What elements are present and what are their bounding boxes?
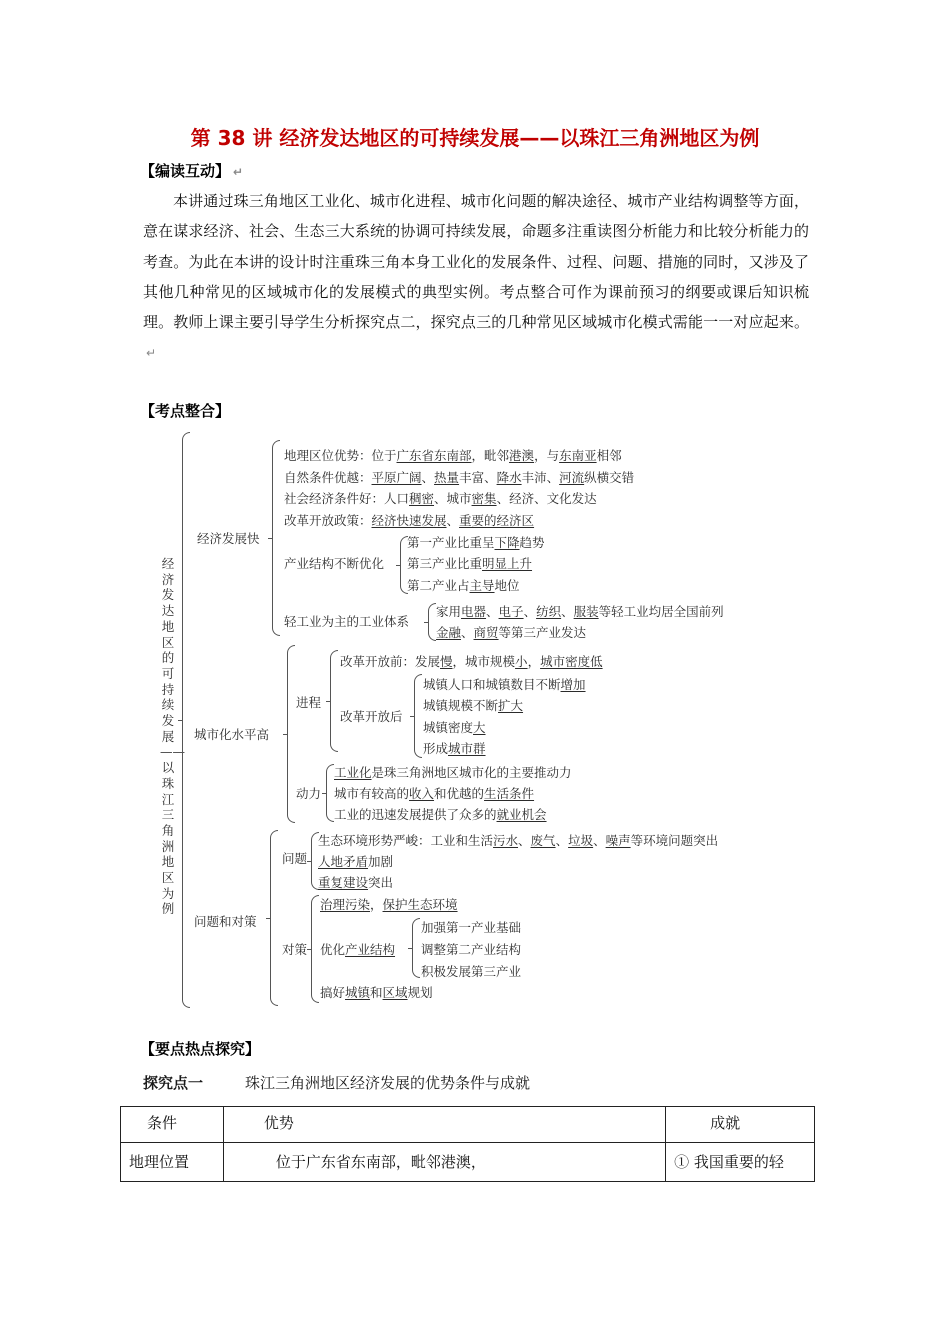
page-title: 第 38 讲 经济发达地区的可持续发展——以珠江三角洲地区为例 <box>190 126 760 150</box>
table-header-cell: 优势 <box>223 1107 665 1143</box>
intro-text: 本讲通过珠三角地区工业化、城市化进程、城市化问题的解决途径、城市产业结构调整等方面，意在谋求经济、社会、生态三大系统的协调可持续发展，命题多注重读图分析能力和比较分析能力的考查。为此在本讲的设计时注重珠三角本身工业化的发展条件、过程、问题、措施的同时，又涉及了其他几种常见的区域城市化的发展模式的典型实例。考点整合可作为课前预习的纲要或课后知识梳理。教师上课主要引导学生分析探究点二，探究点三的几种常见区域城市化模式需能一一对应起来。 <box>143 192 809 332</box>
intro-heading <box>140 160 243 181</box>
econ-nature: 自然条件优越：平原广阔、热量丰富、降水丰沛、河流纵横交错 <box>284 470 635 485</box>
issues-label: 问题和对策 <box>194 914 257 929</box>
urban-bracket <box>287 645 295 823</box>
table-cell: 位于广东省东南部，毗邻港澳， <box>223 1143 665 1182</box>
after-reform-item: 城镇规模不断扩大 <box>423 698 524 713</box>
econ-reform: 改革开放政策：经济快速发展、重要的经济区 <box>284 513 535 528</box>
table-header-cell: 条件 <box>121 1107 224 1143</box>
after-reform-bracket <box>414 674 422 758</box>
force-item: 工业的迅速发展提供了众多的就业机会 <box>334 807 547 822</box>
optimize-item: 加强第一产业基础 <box>421 920 522 935</box>
optimize-item: 调整第二产业结构 <box>421 942 522 957</box>
after-reform-item: 形成城市群 <box>423 741 486 756</box>
return-mark: ↵ <box>233 165 244 179</box>
force-bracket <box>326 764 334 822</box>
after-reform-item: 城镇密度大 <box>423 720 486 735</box>
conditions-table <box>120 1106 815 1182</box>
optimize-bracket <box>412 918 420 978</box>
problem-item: 人地矛盾加剧 <box>318 854 394 869</box>
after-reform-label: 改革开放后 <box>340 709 403 724</box>
light-industry-bracket <box>428 603 436 641</box>
intro-heading-text: 【编读互动】 <box>140 162 231 180</box>
table-row <box>121 1143 815 1182</box>
table-header-cell: 成就 <box>666 1107 815 1143</box>
explore-label: 探究点一 <box>143 1074 204 1092</box>
light-industry-label: 轻工业为主的工业体系 <box>284 614 410 629</box>
econ-bracket <box>272 440 280 636</box>
before-reform: 改革开放前：发展慢，城市规模小，城市密度低 <box>340 654 603 669</box>
problem-item: 重复建设突出 <box>318 875 394 890</box>
force-item: 城市有较高的收入和优越的生活条件 <box>334 786 535 801</box>
table-cell: ① 我国重要的轻 <box>666 1143 815 1182</box>
problem-item: 生态环境形势严峻：工业和生活污水、废气、垃圾、噪声等环境问题突出 <box>318 833 719 848</box>
return-mark: ↵ <box>146 346 157 361</box>
optimize-label: 优化产业结构 <box>320 942 396 957</box>
main-bracket <box>182 432 190 1008</box>
table-cell: 地理位置 <box>121 1143 224 1182</box>
econ-social: 社会经济条件好：人口稠密、城市密集、经济、文化发达 <box>284 491 597 506</box>
explore-topic: 珠江三角洲地区经济发展的优势条件与成就 <box>245 1074 531 1092</box>
force-label: 动力 <box>296 786 322 801</box>
process-bracket <box>330 650 338 752</box>
force-item: 工业化是珠三角洲地区城市化的主要推动力 <box>334 765 572 780</box>
after-reform-item: 城镇人口和城镇数目不断增加 <box>423 677 586 692</box>
econ-label: 经济发展快 <box>197 531 260 546</box>
measure-item: 治理污染，保护生态环境 <box>320 897 458 912</box>
urban-label: 城市化水平高 <box>194 727 270 742</box>
measure-label: 对策 <box>282 942 308 957</box>
explore-heading: 【要点热点探究】 <box>140 1040 261 1058</box>
light-industry-item: 家用电器、电子、纺织、服装等轻工业均居全国前列 <box>436 604 724 619</box>
outline-root-label: 经济发达地区的可持续发展——以珠江三角洲地区为例 <box>160 556 185 917</box>
structure-item: 第三产业比重明显上升 <box>407 556 533 571</box>
structure-item: 第二产业占主导地位 <box>407 578 520 593</box>
structure-label: 产业结构不断优化 <box>284 556 385 571</box>
light-industry-item: 金融、商贸等第三产业发达 <box>436 625 587 640</box>
intro-paragraph <box>143 186 809 369</box>
problem-label: 问题 <box>282 851 308 866</box>
structure-item: 第一产业比重呈下降趋势 <box>407 535 545 550</box>
process-label: 进程 <box>296 695 322 710</box>
measure-item: 搞好城镇和区域规划 <box>320 985 433 1000</box>
outline-heading: 【考点整合】 <box>140 402 231 420</box>
optimize-item: 积极发展第三产业 <box>421 964 522 979</box>
measure-bracket <box>311 895 319 1003</box>
econ-geo: 地理区位优势：位于广东省东南部，毗邻港澳，与东南亚相邻 <box>284 448 622 463</box>
issues-bracket <box>270 830 278 1006</box>
table-header-row <box>121 1107 815 1143</box>
